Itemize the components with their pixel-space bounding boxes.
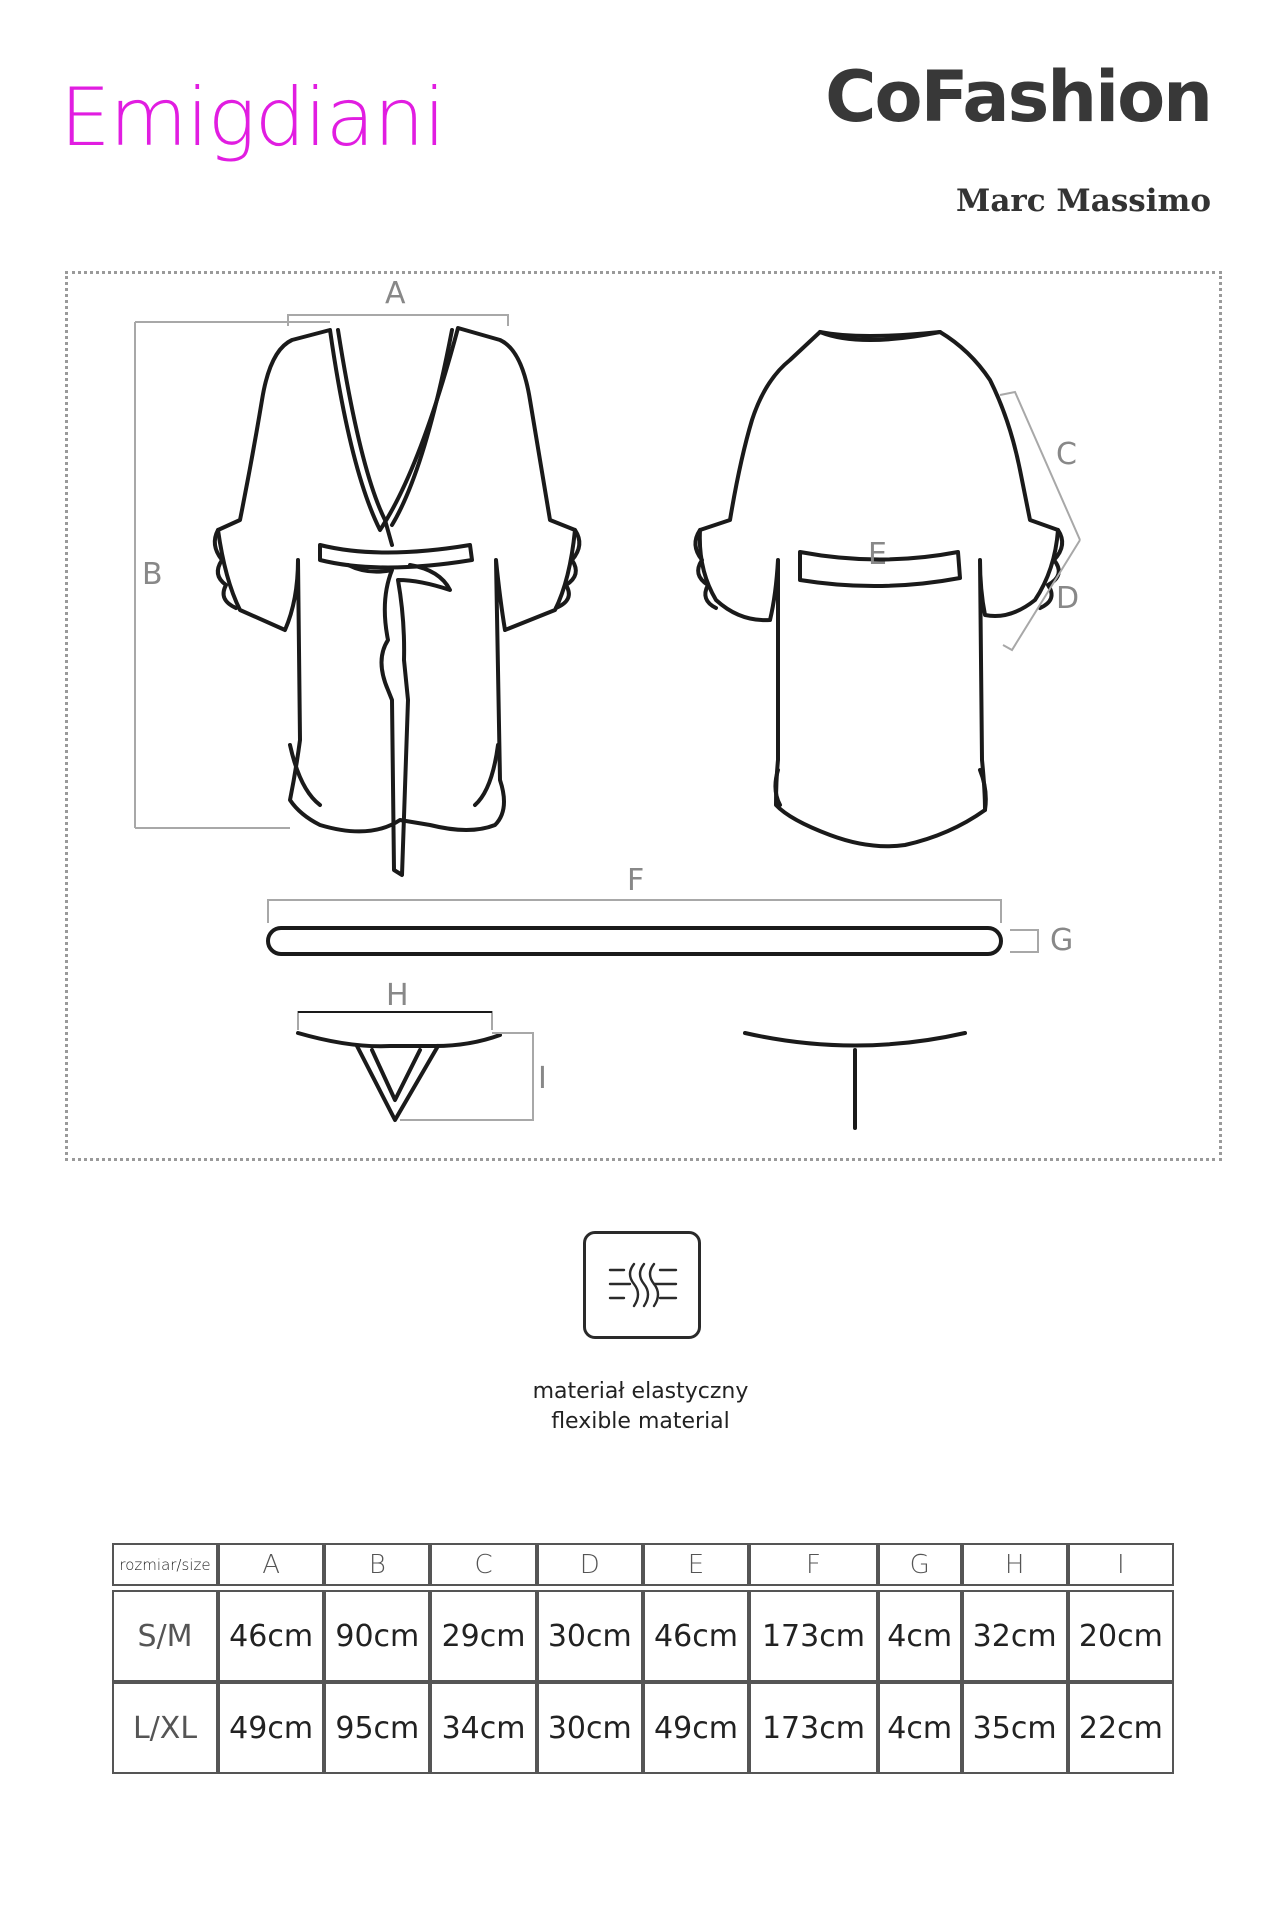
product-drawing-frame: [65, 271, 1222, 1161]
dim-label-e: E: [868, 537, 887, 572]
size-col-a: A: [218, 1543, 324, 1586]
brand-emigdiani: Emigdiani: [60, 71, 445, 164]
size-cell: 30cm: [537, 1682, 643, 1774]
dim-label-f: F: [627, 863, 645, 898]
elastic-material-icon: [583, 1231, 701, 1339]
size-cell: 95cm: [324, 1682, 430, 1774]
size-cell: 49cm: [218, 1682, 324, 1774]
size-cell: 46cm: [643, 1590, 749, 1682]
size-table-header: [112, 1543, 1174, 1586]
size-col-c: C: [430, 1543, 536, 1586]
size-table-corner: rozmiar/size: [112, 1543, 218, 1586]
size-cell: 90cm: [324, 1590, 430, 1682]
size-col-h: H: [962, 1543, 1068, 1586]
size-cell: 35cm: [962, 1682, 1068, 1774]
size-cell: 49cm: [643, 1682, 749, 1774]
dim-label-a: A: [385, 276, 406, 311]
dim-label-h: H: [386, 978, 409, 1013]
dim-label-d: D: [1056, 581, 1080, 616]
size-cell: 4cm: [878, 1682, 962, 1774]
size-col-b: B: [324, 1543, 430, 1586]
dim-label-c: C: [1056, 437, 1077, 472]
size-cell: 34cm: [430, 1682, 536, 1774]
size-cell: 173cm: [749, 1590, 878, 1682]
size-row-label: S/M: [112, 1590, 218, 1682]
size-col-d: D: [537, 1543, 643, 1586]
size-col-i: I: [1068, 1543, 1174, 1586]
size-col-e: E: [643, 1543, 749, 1586]
size-table: [112, 1543, 1174, 1774]
size-cell: 4cm: [878, 1590, 962, 1682]
size-cell: 30cm: [537, 1590, 643, 1682]
dim-label-i: I: [538, 1061, 547, 1096]
dim-label-b: B: [142, 557, 163, 592]
size-col-g: G: [878, 1543, 962, 1586]
size-row-label: L/XL: [112, 1682, 218, 1774]
size-row-lxl: [112, 1682, 1174, 1774]
dim-label-g: G: [1050, 923, 1074, 958]
size-cell: 20cm: [1068, 1590, 1174, 1682]
feature-label-en: flexible material: [551, 1409, 730, 1434]
size-cell: 46cm: [218, 1590, 324, 1682]
feature-label-pl: materiał elastyczny: [532, 1379, 749, 1404]
size-cell: 22cm: [1068, 1682, 1174, 1774]
size-cell: 29cm: [430, 1590, 536, 1682]
brand-cofashion: CoFashion: [825, 56, 1211, 138]
size-col-f: F: [749, 1543, 878, 1586]
brand-marc-massimo: Marc Massimo: [956, 183, 1211, 219]
size-cell: 32cm: [962, 1590, 1068, 1682]
size-row-sm: [112, 1590, 1174, 1682]
size-cell: 173cm: [749, 1682, 878, 1774]
